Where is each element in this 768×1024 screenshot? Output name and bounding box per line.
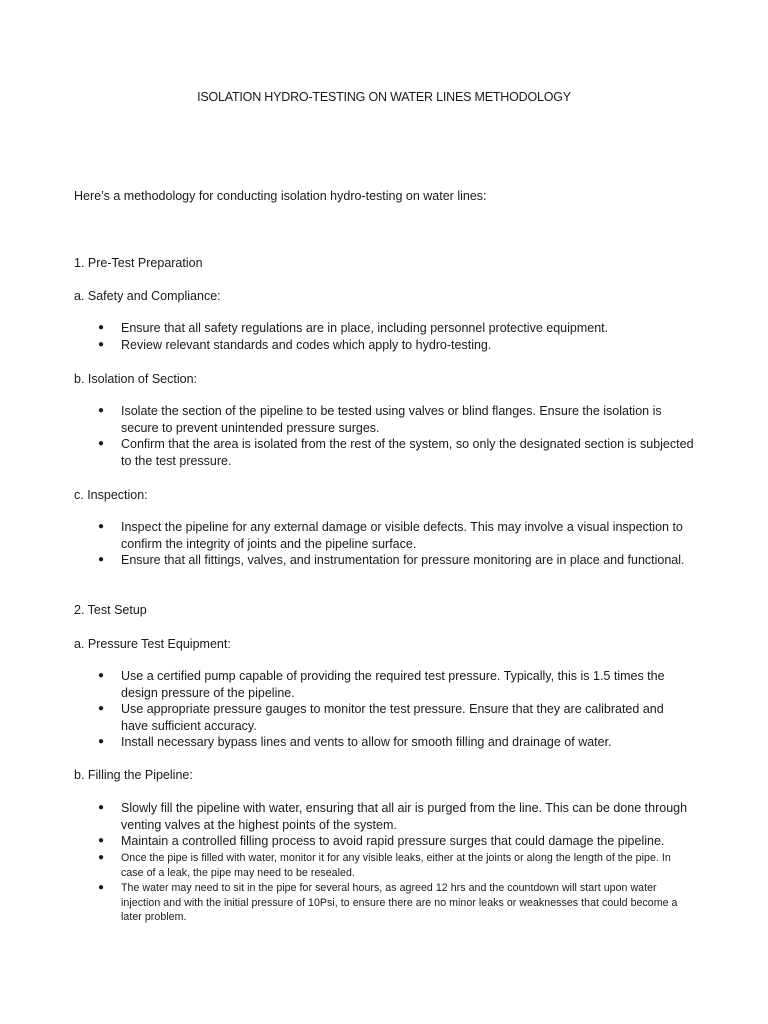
list-item-text: Ensure that all fittings, valves, and instrumentation for pressure monitoring are in place and functional. [121, 553, 685, 567]
list-item-text: The water may need to sit in the pipe for several hours, as agreed 12 hrs and the countdown will start upon water injection and with the initial pressure of 10Psi, to ensure there are no minor leaks or weaknesses that could become a later problem. [121, 882, 678, 923]
bullet-icon: ● [98, 554, 105, 565]
document-title: ISOLATION HYDRO-TESTING ON WATER LINES METHODOLOGY [197, 90, 571, 104]
intro-paragraph: Here’s a methodology for conducting isolation hydro-testing on water lines: [74, 189, 487, 203]
list-item-text: Slowly fill the pipeline with water, ensuring that all air is purged from the line. This can be done through venting valves at the highest points of the system. [121, 801, 688, 832]
bullet-icon: ● [98, 322, 105, 333]
list-item [74, 403, 694, 436]
section-1a-list [74, 320, 694, 353]
list-item [74, 436, 694, 469]
section-2a-heading: a. Pressure Test Equipment: [74, 637, 231, 651]
list-item-text: Ensure that all safety regulations are in place, including personnel protective equipment. [121, 321, 609, 335]
bullet-icon: ● [98, 703, 105, 714]
section-2b-heading: b. Filling the Pipeline: [74, 768, 193, 782]
section-1c-heading: c. Inspection: [74, 488, 148, 502]
list-item-text: Use a certified pump capable of providing the required test pressure. Typically, this is 1.5 times the design pressure of the pipeline. [121, 669, 665, 700]
section-2a-list [74, 668, 694, 751]
section-1b-heading: b. Isolation of Section: [74, 372, 197, 386]
list-item [74, 337, 694, 354]
section-1b-list [74, 403, 694, 469]
list-item [74, 701, 694, 734]
bullet-icon: ● [98, 852, 105, 863]
list-item [74, 881, 694, 925]
list-item [74, 519, 694, 552]
list-item [74, 668, 694, 701]
list-item [74, 734, 694, 751]
section-1-heading: 1. Pre-Test Preparation [74, 256, 203, 270]
list-item-text: Inspect the pipeline for any external damage or visible defects. This may involve a visual inspection to confirm the integrity of joints and the pipeline surface. [121, 520, 683, 551]
section-2b-list [74, 800, 694, 850]
bullet-icon: ● [98, 736, 105, 747]
section-2-heading: 2. Test Setup [74, 603, 147, 617]
list-item [74, 800, 694, 833]
list-item-text: Use appropriate pressure gauges to monitor the test pressure. Ensure that they are calibrated and have sufficient accuracy. [121, 702, 664, 733]
list-item-text: Isolate the section of the pipeline to be tested using valves or blind flanges. Ensure the isolation is secure to prevent unintended pressure surges. [121, 404, 662, 435]
bullet-icon: ● [98, 521, 105, 532]
bullet-icon: ● [98, 835, 105, 846]
list-item [74, 320, 694, 337]
bullet-icon: ● [98, 882, 105, 893]
bullet-icon: ● [98, 405, 105, 416]
section-1c-list [74, 519, 694, 569]
list-item [74, 851, 694, 880]
section-2b-list-small [74, 851, 694, 926]
bullet-icon: ● [98, 338, 105, 350]
bullet-icon: ● [98, 670, 105, 681]
list-item-text: Confirm that the area is isolated from the rest of the system, so only the designated section is subjected to the test pressure. [121, 437, 694, 468]
list-item-text: Once the pipe is filled with water, monitor it for any visible leaks, either at the joints or along the length of the pipe. In case of a leak, the pipe may need to be resealed. [121, 852, 671, 879]
list-item-text: Maintain a controlled filling process to avoid rapid pressure surges that could damage the pipeline. [121, 834, 665, 848]
list-item [74, 552, 694, 569]
section-1a-heading: a. Safety and Compliance: [74, 289, 221, 303]
bullet-icon: ● [98, 802, 105, 813]
list-item-text: Review relevant standards and codes which apply to hydro-testing. [121, 337, 492, 352]
list-item [74, 833, 694, 850]
list-item-text: Install necessary bypass lines and vents to allow for smooth filling and drainage of water. [121, 735, 612, 749]
bullet-icon: ● [98, 438, 105, 449]
